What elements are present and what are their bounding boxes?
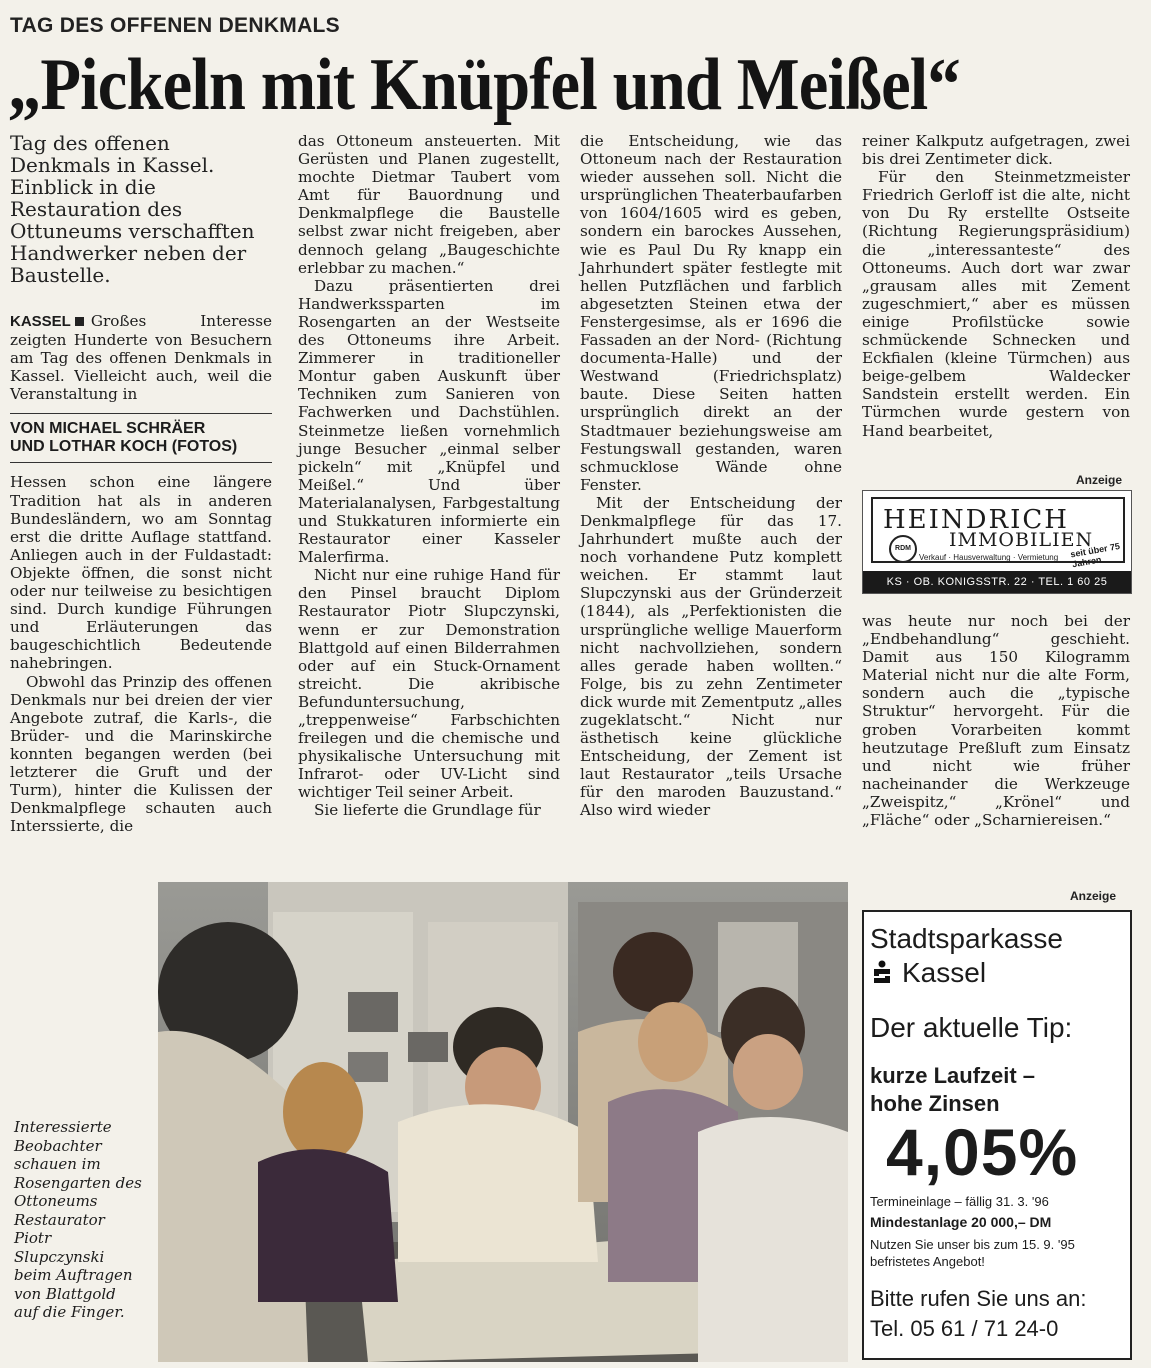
contact <box>870 1284 1086 1344</box>
paragraph: Obwohl das Prinzip des offenen Denkmals nur bei dreien der vier Angebote zutraf, die Karls-, die Brüder- und die Marinskirche konnten begangen werden (bei letzterer die Gruft und der Turm), hinter die Kulissen der Denkmalpflege schauten auch Interssierte, die <box>10 672 272 836</box>
byline <box>10 413 272 463</box>
bullet-icon <box>75 317 84 326</box>
bank-line-2 <box>870 956 1063 990</box>
ad-label-2: Anzeige <box>1070 889 1117 903</box>
byline-author: VON MICHAEL SCHRÄER <box>10 420 206 438</box>
paragraph: Dazu präsentierten drei Handwerkssparten im Rosengarten an der Westseite des Ottoneums ihre Arbeit. Zimmerer in traditioneller Montur gaben Auskunft über Techniken zum Sanieren von Fachwerken und Dachstühlen. Steinmetze ließen vornehmlich junge Besucher „einmal selber pickeln“ mit „Knüpfel und Meißel.“ Und über Materialanalysen, Farbgestaltung und Stukkaturen informierte ein Restaurator einer Kasseler Malerfirma. <box>298 276 560 567</box>
paragraph: Für den Steinmetzmeister Friedrich Gerloff ist die alte, nicht von Du Ry erstellte Ostseite (Richtung Regierungspräsidium) die „interessanteste“ des Ottoneums. Auch dort war zwar „grausam alles mit Zement zugeschmiert,“ aber es müssen einige Profilstücke sowie schmückende Schnecken und Eckfialen (kleine Türmchen) aus beige-gelbem Waldecker Sandstein erstellt werden. Ein Türmchen wurde gestern von Hand bearbeitet, <box>862 168 1130 440</box>
photo-caption: Interessierte Beobachter schauen im Rosengarten des Ottoneums Restaurator Piotr Slupczynski beim Auftragen von Blattgold auf die Finger. <box>14 1118 142 1321</box>
ad-since: seit über 75 Jahren <box>1069 540 1121 570</box>
interest-rate: 4,05% <box>886 1115 1079 1189</box>
ad-frame <box>871 497 1125 570</box>
column-3 <box>580 132 842 820</box>
paragraph: Hessen schon eine längere Tradition hat als in anderen Bundesländern, wo am Sonntag erst die dritte Auflage stattfand. Anliegen auch in der Fuldastadt: Objekte öffnen, die sonst nicht oder nur teilweise zu besichtigen sind. Durch kundige Führungen und Erläuterungen das baugeschichtlich Bedeutende nahebringen. <box>10 473 272 673</box>
kicker: TAG DES OFFENEN DENKMALS <box>10 14 340 37</box>
heindrich-ad <box>862 490 1132 594</box>
lead-paragraph <box>10 312 272 403</box>
sparkasse-ad <box>862 910 1132 1360</box>
term-text: Termineinlage – fällig 31. 3. '96 <box>870 1194 1049 1209</box>
call-text: Bitte rufen Sie uns an: <box>870 1286 1087 1311</box>
paragraph: das Ottoneum ansteuerten. Mit Gerüsten und Planen zugestellt, mochte Dietmar Taubert vom Amt für Bauordnung und Denkmalpflege die Baustelle selbst zwar nicht freigeben, aber dennoch gelang „Baugeschichte erlebbar zu machen.“ <box>298 132 560 277</box>
byline-photographer: UND LOTHAR KOCH (FOTOS) <box>10 438 238 456</box>
column-2 <box>298 132 560 820</box>
lead-text: Großes Interesse zeigten Hunderte von Besuchern am Tag des offenen Denkmals in Kassel. Vielleicht auch, weil die Veranstaltung in <box>10 312 272 404</box>
bank-name <box>870 922 1063 990</box>
dateline: KASSEL <box>10 313 71 330</box>
ad-address: KS · OB. KONIGSSTR. 22 · TEL. 1 60 25 <box>863 571 1131 593</box>
offer-line-2: hohe Zinsen <box>870 1091 1000 1116</box>
paragraph: Sie lieferte die Grundlage für <box>314 801 541 820</box>
column-4-continued <box>862 612 1130 829</box>
column-4 <box>862 132 1130 440</box>
offer <box>870 1062 1035 1118</box>
offer-note: Nutzen Sie unser bis zum 15. 9. '95 befristetes Angebot! <box>870 1237 1075 1269</box>
tip-heading: Der aktuelle Tip: <box>870 1012 1073 1043</box>
paragraph: Mit der Entscheidung der Denkmalpflege für das 17. Jahrhundert mußte auch der noch vorhandene Putz komplett weichen. Er stammt laut Slupczynski aus der Gründerzeit (1844), als „Perfektionisten die ursprüngliche wellige Mauerform nicht nachvollziehen, sondern alles gerade haben wollten.“ Folge, bis zu zehn Zentimeter dick wurde mit Zementputz „alles zugeklatscht.“ Nicht nur ästhetisch keine glückliche Entscheidung, der Zement ist laut Restaurator „teils Ursache für den maroden Bauzustand.“ Also wird wieder <box>580 493 842 820</box>
phone-number: Tel. 05 61 / 71 24-0 <box>870 1316 1059 1341</box>
column-1 <box>10 132 272 835</box>
offer-line-1: kurze Laufzeit – <box>870 1063 1036 1088</box>
bank-city: Kassel <box>902 957 987 988</box>
sparkasse-s-icon <box>870 960 894 984</box>
teaser: Tag des offenen Denkmals in Kassel. Einblick in die Restauration des Ottuneums verschafften Handwerker neben der Baustelle. <box>10 131 255 287</box>
bank-line-1: Stadtsparkasse <box>870 923 1063 954</box>
ad-services: Verkauf · Hausverwaltung · Vermietung <box>919 553 1059 562</box>
rdm-logo-icon: RDM <box>889 535 917 563</box>
paragraph: Nicht nur eine ruhige Hand für den Pinsel braucht Diplom Restaurator Piotr Slupczynski, wenn er zur Demonstration Blattgold auf einen Bilderrahmen oder auf ein Stuck-Ornament streicht. Die akribische Befunduntersuchung, „treppenweise“ Farbschichten freilegen und die chemische und physikalische Untersuchung mit Infrarot- oder UV-Licht sind wichtiger Teil seiner Arbeit. <box>298 566 560 802</box>
paragraph: reiner Kalkputz aufgetragen, zwei bis drei Zentimeter dick. <box>862 132 1130 169</box>
paragraph: die Entscheidung, wie das Ottoneum nach der Restauration wieder aussehen soll. Nicht die ursprünglichen Theaterbaufarben von 1604/1605 wird es geben, sondern ein barockes Aussehen, wie es Paul Du Ry knapp ein Jahrhundert später festlegte mit hellen Putzflächen und farblich abgesetzten Steinen etwa der Fenstergesimse, als er 1696 die Fassaden an der Nord- (Richtung documenta-Halle) und der Westwand (Friedrichsplatz) baute. Diese Seiten hatten ursprünglich direkt an der Stadtmauer beziehungsweise am Festungswall gestanden, waren schmucklose Wände ohne Fenster. <box>580 132 842 494</box>
paragraph: was heute nur noch bei der „Endbehandlung“ geschieht. Damit aus 150 Kilogramm Material nicht nur die alte Form, sondern auch die „typische Struktur“ hervorgeht. Für die groben Vorarbeiten kommt heutzutage Preßluft zum Einsatz und nicht wie früher nacheinander die Werkzeuge „Zweispitz,“ „Krönel“ und „Fläche“ oder „Scharniereisen.“ <box>862 612 1130 830</box>
news-photo <box>158 882 848 1362</box>
ad-subname: IMMOBILIEN <box>949 529 1094 551</box>
headline: „Pickeln mit Knüpfel und Meißel“ <box>8 44 960 126</box>
ad-label: Anzeige <box>1076 473 1123 487</box>
ad-name: HEINDRICH <box>883 505 1069 535</box>
minimum-text: Mindestanlage 20 000,– DM <box>870 1214 1052 1230</box>
